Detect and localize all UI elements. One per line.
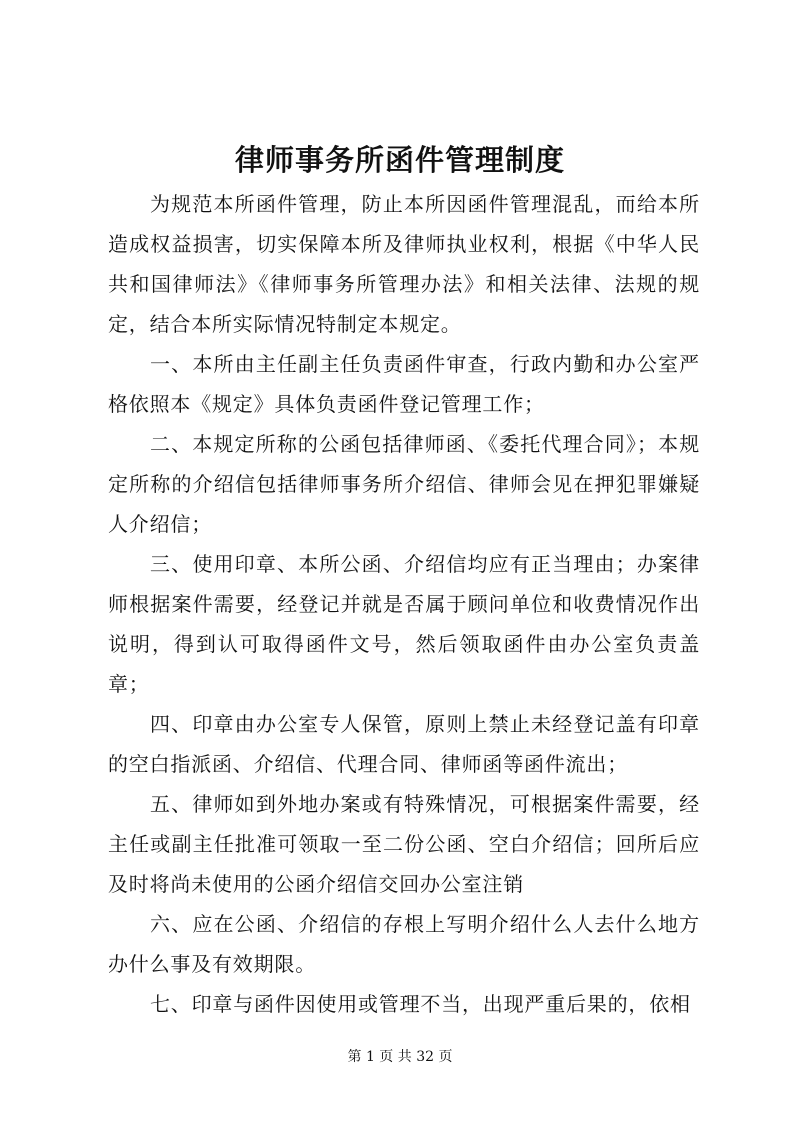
- paragraph-item-7: 七、印章与函件因使用或管理不当，出现严重后果的，依相: [150, 992, 691, 1016]
- paragraph-item-6: 六、应在公函、介绍信的存根上写明介绍什么人去什么地方办什么事及有效期限。: [108, 912, 700, 976]
- document-title: 律师事务所函件管理制度: [234, 143, 565, 177]
- paragraph-intro: 为规范本所函件管理，防止本所因函件管理混乱，而给本所造成权益损害，切实保障本所及律师执业权利，根据《中华人民共和国律师法》《律师事务所管理办法》和相关法律、法规的规定，结合本所实际情况特制定本规定。: [108, 192, 700, 336]
- document-body: [108, 184, 700, 1024]
- paragraph-item-4: 四、印章由办公室专人保管，原则上禁止未经登记盖有印章的空白指派函、介绍信、代理合同、律师函等函件流出；: [108, 712, 700, 776]
- paragraph-item-1: 一、本所由主任副主任负责函件审查，行政内勤和办公室严格依照本《规定》具体负责函件登记管理工作；: [108, 352, 700, 416]
- paragraph-item-2: 二、本规定所称的公函包括律师函、《委托代理合同》；本规定所称的介绍信包括律师事务所介绍信、律师会见在押犯罪嫌疑人介绍信；: [108, 432, 700, 536]
- paragraph-item-5: 五、律师如到外地办案或有特殊情况，可根据案件需要，经主任或副主任批准可领取一至二份公函、空白介绍信；回所后应及时将尚未使用的公函介绍信交回办公室注销: [108, 792, 700, 896]
- paragraph-item-3: 三、使用印章、本所公函、介绍信均应有正当理由；办案律师根据案件需要，经登记并就是否属于顾问单位和收费情况作出说明，得到认可取得函件文号，然后领取函件由办公室负责盖章；: [108, 552, 700, 696]
- page-footer: 第 1 页 共 32 页: [347, 1049, 453, 1065]
